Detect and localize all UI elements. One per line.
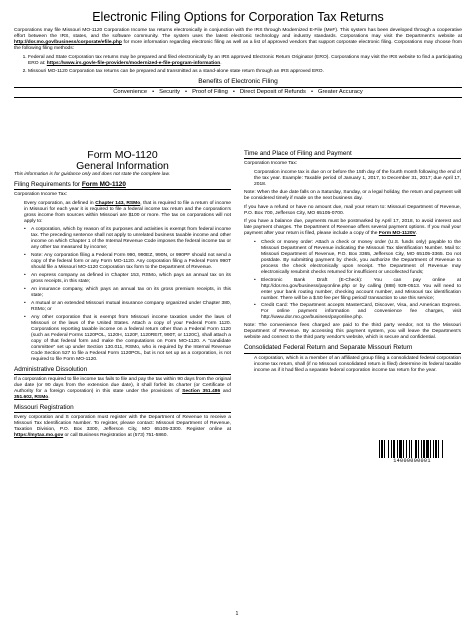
- payment-options-list: [244, 240, 461, 322]
- intro-paragraph: [14, 28, 462, 52]
- corp-income-tax-label: Corporation Income Tax:: [14, 192, 68, 198]
- due-date-paragraph: Corporation income tax is due on or before the 15th day of the fourth month following the end of the tax year. Example: Taxable period of January 1, 2017, to December 31, 2017; due April 17, 2018.: [254, 169, 461, 187]
- list-item: • An express company as defined in Chapter 153, RSMo, which pays an annual tax on its gross receipts, in this state;: [24, 273, 231, 285]
- list-item: • A corporation, which by reason of its purposes and activities is exempt from federal income tax. The preceding sentence shall not apply to unrelated business taxable income and other income on which Chapter 1 of the Internal Revenue Code imposes the federal income tax or any other tax measured by income;: [24, 227, 231, 251]
- missouri-registration-paragraph: [14, 415, 231, 439]
- chapter-143-link[interactable]: Chapter 143, RSMo: [95, 200, 141, 206]
- benefit-item: Direct Deposit of Refunds: [239, 89, 306, 96]
- benefit-item: Proof of Filing: [192, 89, 228, 96]
- barcode-image: [362, 440, 462, 458]
- right-column: [244, 150, 461, 442]
- method-1-text-a: Federal and State Corporation tax returns may be prepared and filed electronically by an IRS approved Electronic Return Originator (ERO). Corporations may visit the IRS website to find a participating ERO at:: [28, 55, 462, 67]
- two-column-body: [14, 150, 462, 442]
- refund-paragraph: If you have a refund or have no amount due, mail your return to: Missouri Department of Revenue, P.O. Box 700, Jefferson City, MO 65105-0700.: [244, 204, 461, 216]
- consolidated-return-heading: Consolidated Federal Return and Separate Missouri Return: [244, 344, 461, 353]
- reg-text-b: or call Business Registration at (573) 751-5860.: [63, 433, 168, 439]
- barcode-block: [362, 440, 462, 464]
- method-1-text-b: .: [220, 61, 222, 67]
- list-item: • Note: Any corporation filing a Federal Form 990, 990EZ, 990N, or 990PF should not send a copy of the federal form or any Form MO-1120. Any corporation filing a Federal Form 990T should file a Missouri MO-1120 Corporation tax form to the Department of Revenue.: [24, 253, 231, 271]
- benefit-item: Greater Accuracy: [317, 89, 363, 96]
- form-mo1120v-link[interactable]: Form MO-1120V: [378, 231, 416, 237]
- filing-method-standalone: [28, 69, 462, 75]
- list-item: • Any other corporation that is exempt from Missouri income taxation under the laws of Missouri or the laws of the United States. Attach a copy of your Federal Form 1120. Corporations reporting taxable income on a federal return other than a Federal Form 1120 (such as Federal Forms 1120POL, 1120H, 1120F, 1120REIT, 990T, or 1120C), shall attach a copy of that federal form and make the computations on Form MO-1120. A "candidate committee" set up under Section 130.011, RSMo, who is required by the Internal Revenue Code Section 527 to file a Federal Form 1120POL, but is not set up as a corporation, is not required to file Form MO-1120.: [24, 315, 231, 363]
- admin-text-a: If a corporation required to file income tax fails to file and pay the tax within 90 days from the original due date (or 90 days from the extension due date), it shall forfeit its charter (or Certificate of Authority for a foreign corporation) in this state under the provisions of: [14, 377, 231, 395]
- convenience-fee-note: Note: The convenience fees charged are paid to the third party vendor, not to the Missouri Department of Revenue. By accessing this payment system, you will leave the Department's website and connect to the third party vendor's website, which is secure and confidential.: [244, 323, 461, 341]
- page-number: 1: [235, 611, 239, 617]
- intro-text-b: for more information regarding electronic filing as well as a list of approved vendors that support corporate electronic filing. Corporations may choose from the following filing methods:: [14, 40, 463, 52]
- section-351-486-link[interactable]: Section 351.486: [182, 389, 221, 395]
- p1-text-b: , that is required to file a return of income in Missouri for each year it is required to file a federal income tax return and the corporation's gross income from sources within Missouri are $100 or more. The tax on corporations will not apply to:: [24, 200, 231, 224]
- corp-income-tax-label-right: Corporation Income Tax:: [244, 161, 298, 167]
- weekend-note: Note: When the due date falls on a Saturday, Sunday, or a legal holiday, the return and payment will be considered timely if made on the next business day.: [244, 190, 461, 202]
- list-item: • Check or money order: Attach a check or money order (U.S. funds only) payable to the Missouri Department of Revenue indicating the Missouri Tax Identification Number. Mail to: Missouri Department of Revenue, P.O. Box 3365, Jefferson City, MO 65105-3365. Do not postdate. By submitting payment by check, you authorize the Department of Revenue to process the check electronically upon receipt. The Department of Revenue may electronically resubmit checks returned for insufficient or uncollected funds;: [254, 240, 461, 276]
- method-2-text: Missouri MO-1120 Corporation tax returns can be prepared and transmitted as a stand-alone state return through an IRS approved ERO.: [28, 69, 324, 75]
- balance-text-a: If you have a balance due, payments must be postmarked by April 17, 2018, to avoid interest and late payment charges. The Department of Revenue offers several payment options. If you mail your payment after your return is filed, please include a copy of the: [244, 219, 461, 237]
- heading-text: Filing Requirements for: [14, 180, 82, 188]
- form-subtitle: General Information: [76, 159, 169, 172]
- reg-text-a: Every corporation and S corporation must register with the Department of Revenue to receive a Missouri Tax Identification Number. To register, please contact: Missouri Department of Revenue, Taxation Division, P.O. Box 3300, Jefferson City, MO 65105-3300. Register online at: [14, 415, 231, 433]
- list-item: • A mutual or an extended Missouri mutual insurance company organized under Chapter 380, RSMo; or: [24, 301, 231, 313]
- intro-text-a: Corporations may file Missouri MO-1120 Corporation Income tax returns electronically in conjunction with the IRS through Modernized E-File (MeF). This system has been developed through a cooperative effort between the IRS, states, and the software community. The system uses the latest electronic technology and industry standards. Corporations may visit the Department's website at: [14, 28, 462, 40]
- page-title: Electronic Filing Options for Corporation Tax Returns: [92, 10, 384, 24]
- admin-text-b: .: [48, 395, 50, 401]
- filing-requirement-paragraph: [14, 201, 231, 225]
- filing-methods-list: [14, 55, 462, 75]
- benefits-bar: Convenience • Security • Proof of Filing • Direct Deposit of Refunds • Greater Accuracy: [14, 87, 462, 98]
- form-title: Form MO-1120: [87, 149, 158, 161]
- administrative-dissolution-paragraph: [14, 377, 231, 401]
- benefits-section: [14, 78, 462, 98]
- filing-requirements-heading: [14, 181, 231, 190]
- list-item: • Electronic Bank Draft (E-Check): You can pay online at http://dor.mo.gov/business/payonline.php or by calling (888) 929-0513. You will need to enter your bank routing number, checking account number, and Missouri tax identification number. There will be a $.50 fee per filing period/ transaction to use this service;: [254, 278, 461, 302]
- left-column: [14, 150, 231, 442]
- benefit-item: Convenience: [113, 89, 148, 96]
- balance-text-b: .: [415, 231, 418, 237]
- missouri-registration-heading: Missouri Registration: [14, 404, 231, 413]
- exemption-list: [14, 227, 231, 363]
- filing-method-ero: [28, 55, 462, 67]
- benefits-title: Benefits of Electronic Filing: [198, 78, 278, 86]
- list-item: • Credit Card: The Department accepts MasterCard, Discover, Visa, and American Express. For online payment information and convenience fee charges, visit http://www.dor.mo.gov/business/payonline.php.: [254, 303, 461, 321]
- time-place-heading: Time and Place of Filing and Payment: [244, 150, 461, 159]
- p1-text-a: Every corporation, as defined in: [24, 200, 96, 206]
- section-351-602-link[interactable]: 351.602, RSMo: [14, 395, 49, 401]
- consolidated-return-paragraph: A corporation, which is a member of an affiliated group filing a consolidated federal corporation income tax return, shall (if no Missouri consolidated return is filed) determine its federal taxable income as if it had filed a separate federal corporation income tax return for the year.: [254, 355, 461, 373]
- administrative-dissolution-heading: Administrative Dissolution: [14, 366, 231, 375]
- balance-due-paragraph: [244, 219, 461, 237]
- efile-link[interactable]: http://dor.mo.gov/business/corporate/efile.php: [14, 40, 122, 46]
- page: [14, 10, 463, 464]
- admin-and: and: [220, 389, 231, 395]
- guidance-note: This information is for guidance only and does not state the complete law.: [14, 172, 170, 177]
- benefit-item: Security: [159, 89, 181, 96]
- mytax-link[interactable]: https://mytax.mo.gov: [14, 433, 64, 439]
- irs-ero-link[interactable]: https://www.irs.gov/e-file-providers/modernized-e-file-program-information: [46, 61, 221, 67]
- form-mo1120-link[interactable]: Form MO-1120: [81, 180, 126, 188]
- barcode-number: 14000000001: [393, 458, 431, 464]
- list-item: • An insurance company, which pays an annual tax on its gross premium receipts, in this state;: [24, 287, 231, 299]
